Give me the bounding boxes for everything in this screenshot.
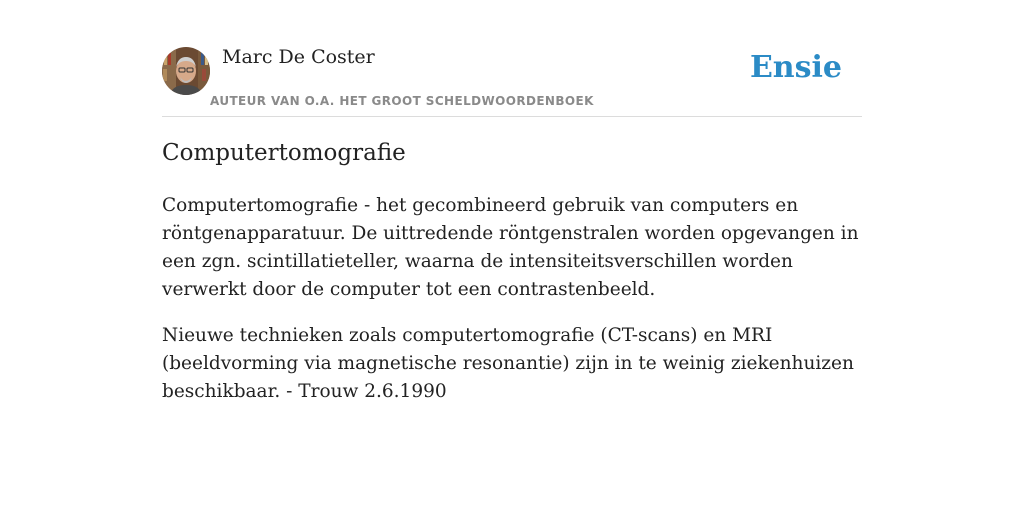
ensie-logo[interactable]: Ensie bbox=[749, 50, 842, 85]
author-description: AUTEUR VAN O.A. HET GROOT SCHELDWOORDENBOEK bbox=[210, 94, 594, 108]
author-avatar[interactable] bbox=[162, 47, 210, 95]
article-body bbox=[162, 192, 862, 424]
article-paragraph: Nieuwe technieken zoals computertomografie (CT-scans) en MRI (beeldvorming via magnetische resonantie) zijn in te weinig ziekenhuizen beschikbaar. - Trouw 2.6.1990 bbox=[162, 325, 854, 402]
page-container bbox=[162, 0, 862, 402]
author-header bbox=[162, 0, 862, 117]
author-portrait-icon bbox=[162, 47, 210, 95]
article-paragraph: Computertomografie - het gecombineerd gebruik van computers en röntgenapparatuur. De uittredende röntgenstralen worden opgevangen in een zgn. scintillatieteller, waarna de intensiteitsverschillen worden verwerkt door de computer tot een contrastenbeeld. bbox=[162, 195, 859, 300]
author-name[interactable]: Marc De Coster bbox=[222, 46, 375, 68]
article-title: Computertomografie bbox=[162, 140, 406, 166]
